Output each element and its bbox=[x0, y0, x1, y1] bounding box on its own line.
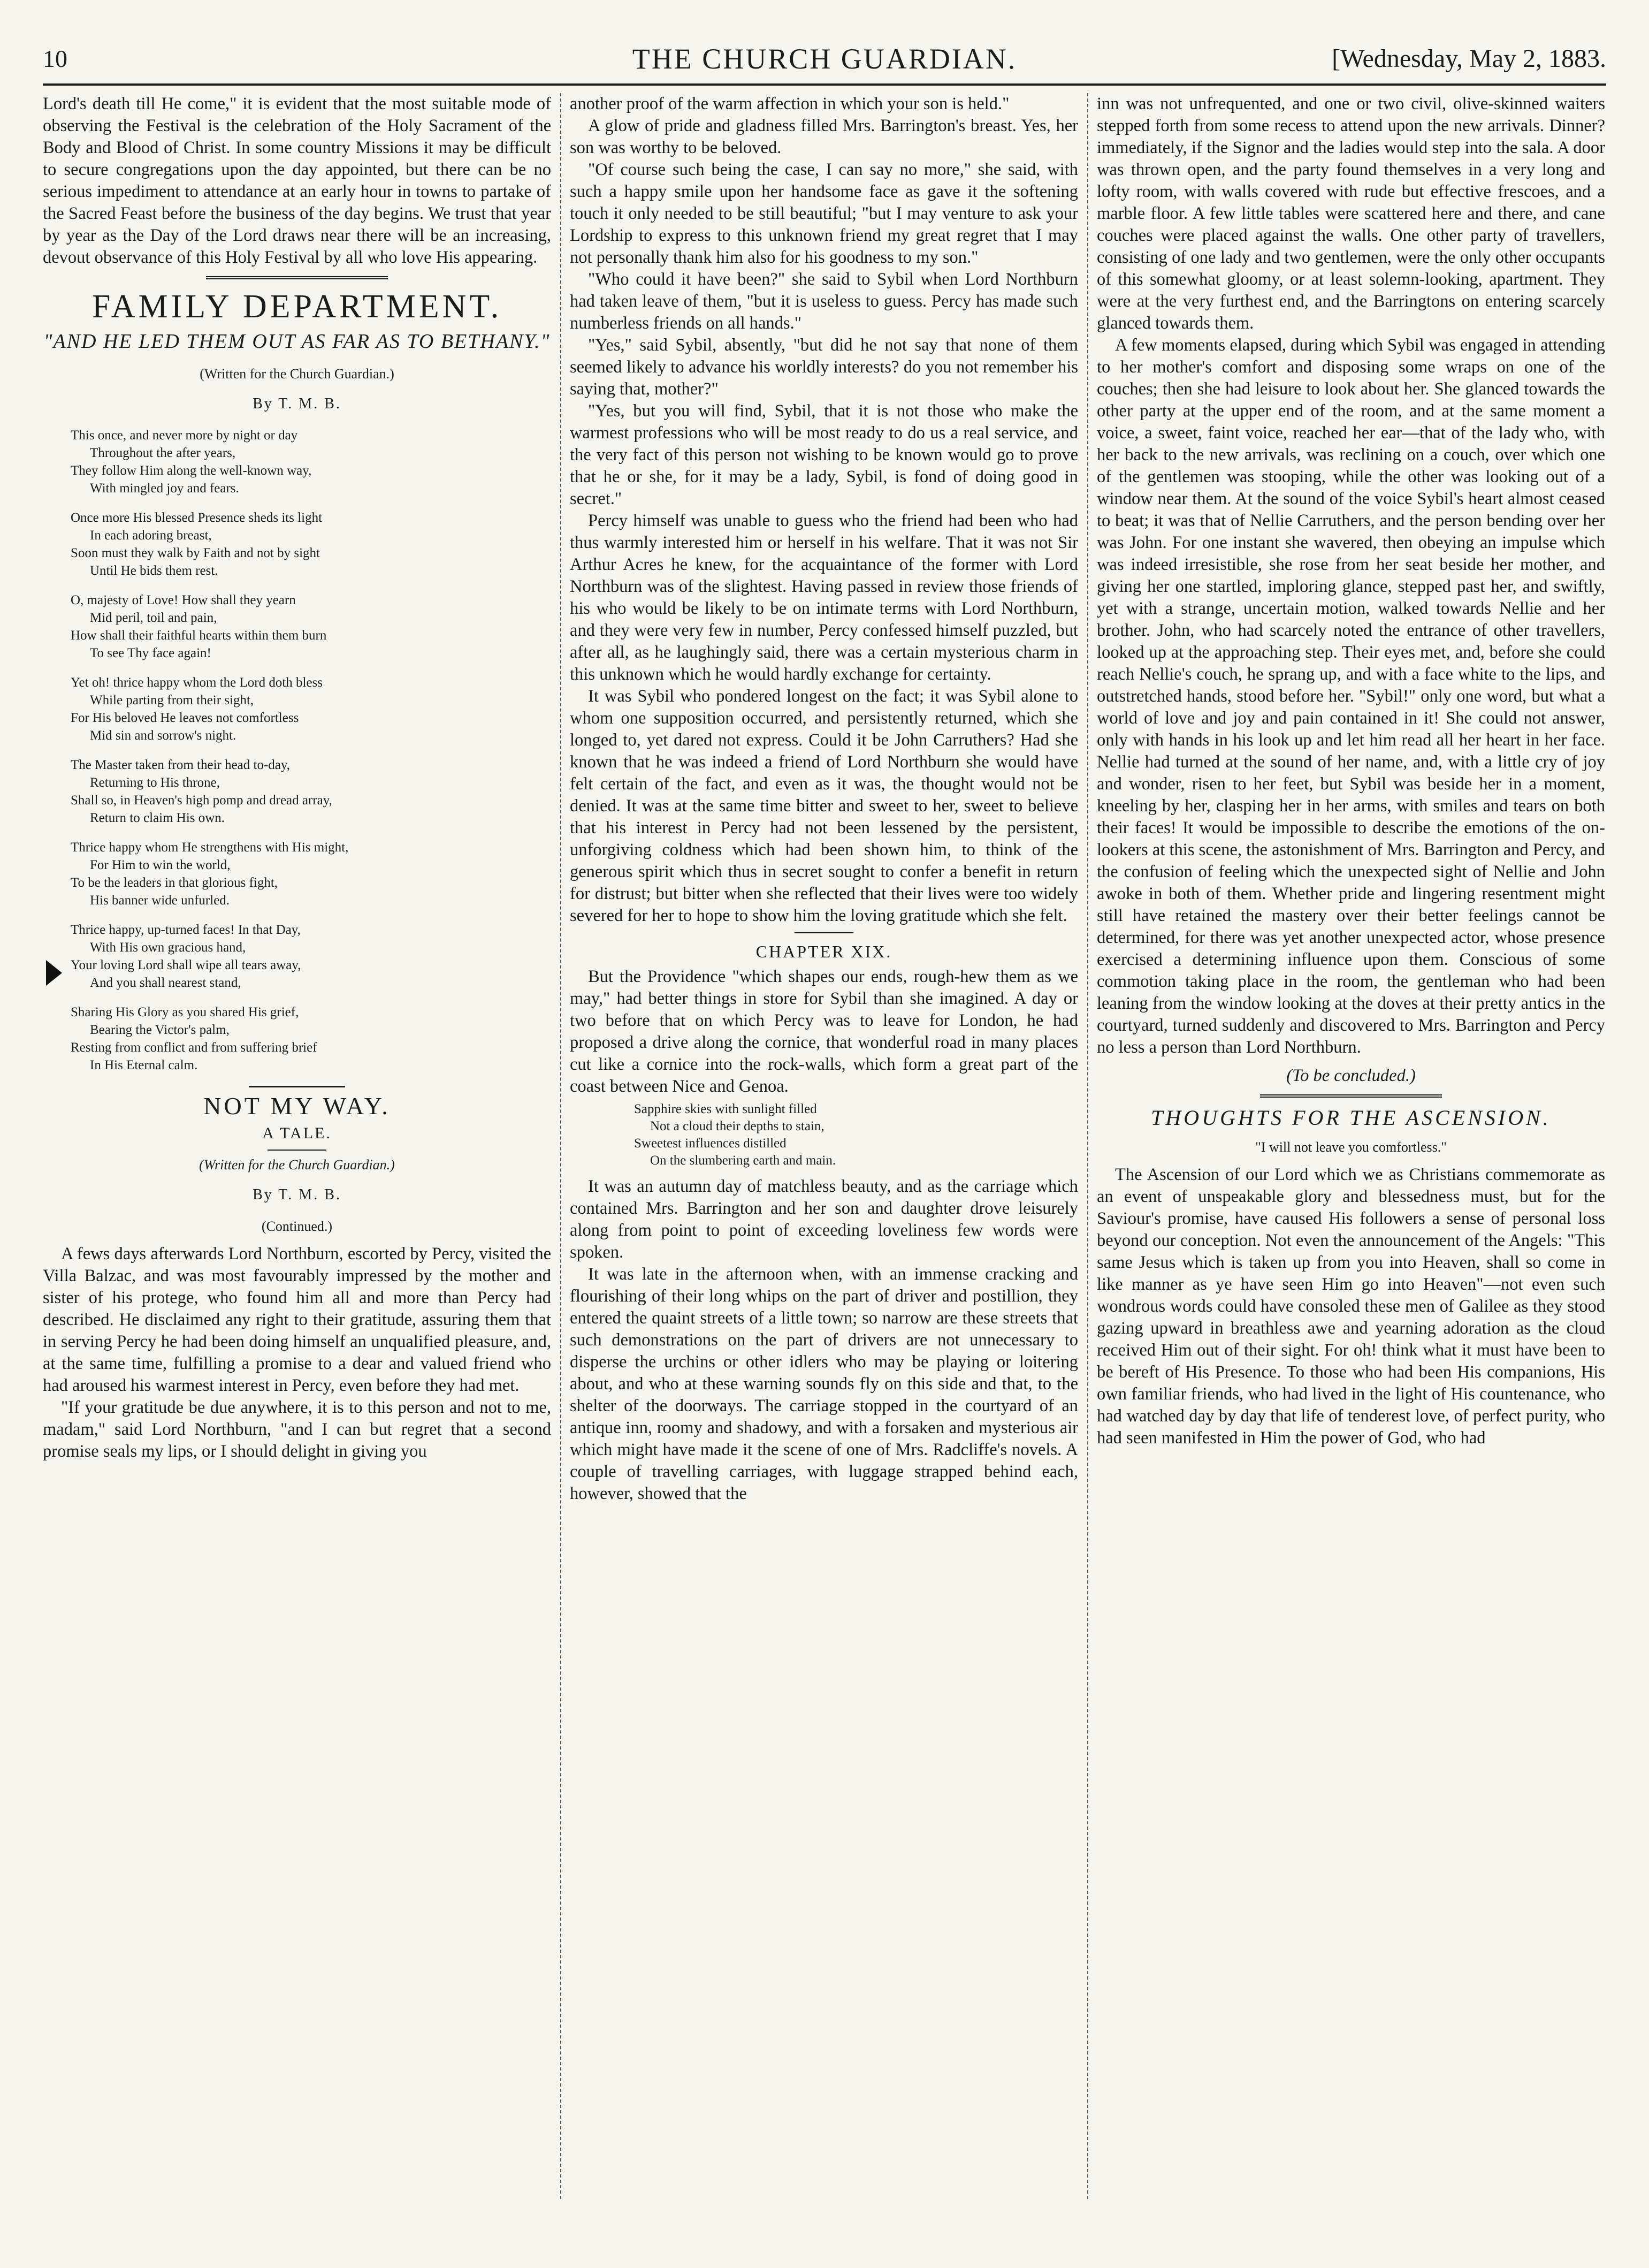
poem bbox=[71, 427, 551, 1074]
poem-line: They follow Him along the well-known way, bbox=[71, 463, 312, 478]
poem-line: And you shall nearest stand, bbox=[90, 976, 241, 990]
poem-written-note: (Written for the Church Guardian.) bbox=[200, 366, 394, 382]
verse-line: Sapphire skies with sunlight filled bbox=[634, 1102, 817, 1116]
divider bbox=[268, 1150, 326, 1151]
tale-paragraph: A few moments elapsed, during which Sybil was engaged in attending to her mother's comfort and disposing some wraps on one of the couches; then she had leisure to look about her. She glanced towards the other party at the upper end of the room, and at the same moment a voice, a sweet, faint voice, reached her ear—that of the lady who, with her back to the new arrivals, was reclining on a couch, over which one of the gentlemen was stooping, while the other was looking out of a window near them. At the sound of the voice Sybil's heart almost ceased to beat; it was that of Nellie Carruthers, and the person bending over her was John. For one instant she wavered, then obeying an impulse which was indeed irresistible, she rose from her seat beside her mother, and giving her one startled, imploring glance, stepped past her, and swiftly, yet with a strange, uncertain motion, walked towards Nellie and her brother. John, who had scarcely noted the entrance of other travellers, looked up at the approaching step. Their eyes met, and, before she could reach Nellie's couch, he sprang up, and with a face white to the lips, and outstretched hands, stood before her. "Sybil!" only one word, but what a world of love and joy and pain contained in it! She could not answer, only with hands in his look up and let him read all her heart in her face. Nellie had turned at the sound of her name, and, with a little cry of joy and wonder, risen to her feet, but Sybil was beside her in a moment, kneeling by her, clasping her in her arms, with smiles and tears on both their faces! It would be impossible to describe the emotions of the on-lookers at this scene, the astonishment of Mrs. Barrington and Percy, and the confusion of feeling which the unexpected sight of Nellie and John awoke in both of them. Whether pride and lingering resentment might still have retained the mastery over their better feelings cannot be determined, for there was yet another unexpected actor, whose presence exercised a determining influence upon them. Conscious of some commotion taking place in the room, the gentleman who had been leaning from the window looking at the doves at their pretty antics in the courtyard, turned suddenly and discovered to Mrs. Barrington and Percy no less a person than Lord Northburn. bbox=[1097, 336, 1605, 1057]
poem-line: Bearing the Victor's palm, bbox=[90, 1023, 230, 1037]
poem-line: Returning to His throne, bbox=[90, 775, 220, 790]
column-2 bbox=[570, 93, 1078, 2199]
column-divider bbox=[560, 93, 561, 2199]
verse-quotation bbox=[634, 1101, 1078, 1169]
tale-paragraph: inn was not unfrequented, and one or two civil, olive-skinned waiters stepped forth from some recess to attend upon the new arrivals. Dinner? immediately, if the Signor and the ladies would step into the sala. A door was thrown open, and the party found themselves in a very long and lofty room, with walls covered with rude but effective frescoes, and a marble floor. A few little tables were scattered here and there, and cane couches were placed against the walls. One other party of travellers, consisting of one lady and two gentlemen, were the only other occupants of this somewhat gloomy, or at least solemn-looking, apartment. They were at the very furthest end, and the Barringtons on entering scarcely glanced towards them. bbox=[1097, 94, 1605, 333]
tale-byline: By T. M. B. bbox=[253, 1186, 341, 1203]
poem-line: Return to claim His own. bbox=[90, 811, 225, 825]
to-be-concluded-note: (To be concluded.) bbox=[1286, 1066, 1416, 1085]
poem-stanza bbox=[71, 921, 551, 992]
masthead bbox=[43, 37, 1606, 86]
tale-continued-note: (Continued.) bbox=[261, 1219, 333, 1234]
poem-line: With mingled joy and fears. bbox=[90, 481, 239, 496]
poem-line: Mid peril, toil and pain, bbox=[90, 611, 217, 625]
tale-paragraph: "Yes, but you will find, Sybil, that it is not those who make the warmest professions who will be most ready to do us a real service, and the very fact of this person not wishing to be known would go to prove that he or she, for it may be a lady, Sybil, is fond of doing good in secret." bbox=[570, 401, 1078, 508]
tale-written-note: (Written for the Church Guardian.) bbox=[199, 1157, 395, 1173]
tale-paragraph: Percy himself was unable to guess who the friend had been who had thus warmly interested him or herself in his welfare. That it was not Sir Arthur Acres he knew, for the acquaintance of the former with Lord Northburn was of the slightest. Having passed in review those friends of his who would be likely to be on intimate terms with Lord Northburn, and they were very few in number, Percy confessed himself puzzled, but after all, as he laughingly said, there was a certain mysterious charm in this unknown which he would hardly exchange for certainty. bbox=[570, 511, 1078, 684]
poem-stanza bbox=[71, 756, 551, 827]
issue-date: [Wednesday, May 2, 1883. bbox=[1332, 44, 1606, 73]
tale-paragraph: A fews days afterwards Lord Northburn, escorted by Percy, visited the Villa Balzac, and was most favourably impressed by the mother and sister of his protege, who found him all and more than Percy had described. He disclaimed any right to their gratitude, assuring them that in serving Percy he had been doing himself an unqualified pleasure, and, at the same time, fulfilling a promise to a dear and valued friend who had aroused his warmest interest in Percy, even before they had met. bbox=[43, 1244, 551, 1395]
poem-line: Once more His blessed Presence sheds its light bbox=[71, 511, 323, 525]
tale-heading: NOT MY WAY. bbox=[203, 1092, 391, 1120]
poem-line: How shall their faithful hearts within them burn bbox=[71, 628, 327, 643]
tale-subheading: A TALE. bbox=[262, 1124, 332, 1142]
tale-paragraph: But the Providence "which shapes our ends, rough-hew them as we may," had better things in store for Sybil than she imagined. A day or two before that on which Percy was to leave for London, he had proposed a drive along the cornice, that wonderful road in many places cut like a cornice into the rock-walls, which form a great part of the coast between Nice and Genoa. bbox=[570, 967, 1078, 1096]
poem-stanza bbox=[71, 674, 551, 744]
poem-title: "AND HE LED THEM OUT AS FAR AS TO BETHANY." bbox=[43, 330, 551, 353]
section-divider bbox=[206, 276, 388, 280]
poem-line: For His beloved He leaves not comfortless bbox=[71, 711, 299, 725]
poem-line: His banner wide unfurled. bbox=[90, 893, 230, 908]
verse-line: Sweetest influences distilled bbox=[634, 1136, 787, 1151]
newspaper-page bbox=[43, 37, 1606, 2199]
poem-line: Thrice happy whom He strengthens with His might, bbox=[71, 840, 349, 855]
poem-line: For Him to win the world, bbox=[90, 858, 231, 872]
poem-line: This once, and never more by night or day bbox=[71, 428, 298, 443]
poem-line: To be the leaders in that glorious fight, bbox=[71, 876, 278, 890]
column-1 bbox=[43, 93, 551, 2199]
ascension-paragraph: The Ascension of our Lord which we as Christians commemorate as an event of unspeakable glory and blessedness must, but for the Saviour's promise, have caused His followers a sense of personal loss beyond our conception. Not even the announcement of the Angels: "This same Jesus which is taken up from you into Heaven, shall so come in like manner as ye have seen Him go into Heaven"—not even such wondrous words could have consoled these men of Galilee as they stood gazing upward in breathless awe and yearning adoration as the cloud received Him out of their sight. For oh! think what it must have been to be bereft of His Presence. To those who had been His companions, His own familiar friends, who had lived in the light of His countenance, who had watched day by day that life of tenderest love, of perfect purity, who had seen manifested in Him the power of God, who had bbox=[1097, 1165, 1605, 1448]
poem-stanza bbox=[71, 509, 551, 580]
poem-stanza bbox=[71, 427, 551, 497]
poem-line: Soon must they walk by Faith and not by sight bbox=[71, 546, 320, 560]
family-department-heading: FAMILY DEPARTMENT. bbox=[91, 288, 502, 325]
poem-line: Mid sin and sorrow's night. bbox=[90, 728, 236, 743]
verse-line: Not a cloud their depths to stain, bbox=[650, 1119, 825, 1133]
poem-line: To see Thy face again! bbox=[90, 646, 211, 660]
tale-paragraph: another proof of the warm affection in which your son is held." bbox=[570, 94, 1010, 113]
divider bbox=[795, 932, 853, 933]
tale-paragraph: It was Sybil who pondered longest on the fact; it was Sybil alone to whom one supposition occurred, and persistently returned, which she longed to, yet dared not express. Could it be John Carruthers? Had she known that he was indeed a friend of Lord Northburn she would have felt certain of the fact, and even as it was, the thought would not be denied. It was at the same time bitter and sweet to her, sweet to believe that his interest in Percy had not been lessened by the persistent, unforgiving coldness which had been shown him, to think of the generous spirit which thus in secret sought to confer a benefit in return for distrust; but bitter when she reflected that their lives were too widely severed for her to hope to show him the loving gratitude which she felt. bbox=[570, 687, 1078, 925]
article-intro: Lord's death till He come," it is evident that the most suitable mode of observing the Festival is the celebration of the Holy Sacrament of the Body and Blood of Christ. In some country Missions it may be difficult to secure congregations upon the day appointed, but there can be no serious impediment to attendance at an early hour in towns to partake of the Sacred Feast before the business of the day begins. We trust that year by year as the Day of the Lord draws near there will be an increasing, devout observance of this Holy Festival by all who love His appearing. bbox=[43, 94, 551, 267]
tale-paragraph: It was late in the afternoon when, with an immense cracking and flourishing of their long whips on the part of driver and postillion, they entered the quaint streets of a little town; so narrow are these streets that such demonstrations on the part of drivers are not unnecessary to disperse the urchins or other idlers who may be playing or loitering about, and who at these warning sounds fly on this side and that, to the shelter of the doorways. The carriage stopped in the courtyard of an antique inn, roomy and shadowy, and with a forsaken and mysterious air which might have made it the scene of one of Mrs. Radcliffe's novels. A couple of travelling carriages, with luggage strapped behind each, however, showed that the bbox=[570, 1265, 1078, 1503]
poem-line: Resting from conflict and from suffering brief bbox=[71, 1040, 317, 1055]
verse-line: On the slumbering earth and main. bbox=[650, 1153, 836, 1168]
poem-stanza bbox=[71, 1003, 551, 1074]
column-divider bbox=[1087, 93, 1088, 2199]
poem-stanza bbox=[71, 591, 551, 662]
poem-line: In His Eternal calm. bbox=[90, 1058, 198, 1072]
poem-line: Shall so, in Heaven's high pomp and dread array, bbox=[71, 793, 332, 808]
ascension-heading: THOUGHTS FOR THE ASCENSION. bbox=[1151, 1106, 1551, 1130]
poem-line: While parting from their sight, bbox=[90, 693, 254, 707]
poem-stanza bbox=[71, 839, 551, 909]
poem-line: Yet oh! thrice happy whom the Lord doth bless bbox=[71, 675, 323, 690]
columns bbox=[43, 93, 1606, 2199]
poem-line: With His own gracious hand, bbox=[90, 940, 246, 955]
poem-line: O, majesty of Love! How shall they yearn bbox=[71, 593, 296, 607]
tale-paragraph: A glow of pride and gladness filled Mrs. Barrington's breast. Yes, her son was worthy to be beloved. bbox=[570, 116, 1078, 157]
tale-paragraph: "Of course such being the case, I can say no more," she said, with such a happy smile upon her handsome face as gave it the softening touch it only needed to be still beautiful; "but I may venture to ask your Lordship to express to this unknown friend my great regret that I may not personally thank him also for his goodness to my son." bbox=[570, 160, 1078, 267]
poem-line: Until He bids them rest. bbox=[90, 564, 218, 578]
poem-line: In each adoring breast, bbox=[90, 528, 212, 543]
chapter-heading: CHAPTER XIX. bbox=[755, 942, 892, 961]
section-divider bbox=[1260, 1094, 1442, 1099]
ascension-epigraph: "I will not leave you comfortless." bbox=[1255, 1139, 1447, 1155]
poem-line: Sharing His Glory as you shared His grief, bbox=[71, 1005, 299, 1019]
poem-line: Throughout the after years, bbox=[90, 446, 236, 460]
tale-paragraph: It was an autumn day of matchless beauty, and as the carriage which contained Mrs. Barrington and her son and daughter drove leisurely along from point to point of exceeding loveliness few words were spoken. bbox=[570, 1177, 1078, 1262]
poem-line: Thrice happy, up-turned faces! In that Day, bbox=[71, 923, 301, 937]
tale-paragraph: "If your gratitude be due anywhere, it is to this person and not to me, madam," said Lord Northburn, "and I can but regret that a second promise seals my lips, or I should delight in giving you bbox=[43, 1398, 551, 1461]
ornament-divider bbox=[249, 1086, 345, 1087]
poem-byline: By T. M. B. bbox=[253, 395, 341, 412]
column-3 bbox=[1097, 93, 1605, 2199]
page-number: 10 bbox=[43, 45, 67, 72]
poem-line: Your loving Lord shall wipe all tears away, bbox=[71, 958, 301, 972]
newspaper-title: THE CHURCH GUARDIAN. bbox=[632, 43, 1017, 75]
poem-line: The Master taken from their head to-day, bbox=[71, 758, 291, 772]
tale-paragraph: "Who could it have been?" she said to Sybil when Lord Northburn had taken leave of them, "but it is useless to guess. Percy has made such numberless friends on all hands." bbox=[570, 270, 1078, 333]
tale-paragraph: "Yes," said Sybil, absently, "but did he not say that none of them seemed likely to advance his worldly interests? do you not remember his saying that, mother?" bbox=[570, 336, 1078, 399]
